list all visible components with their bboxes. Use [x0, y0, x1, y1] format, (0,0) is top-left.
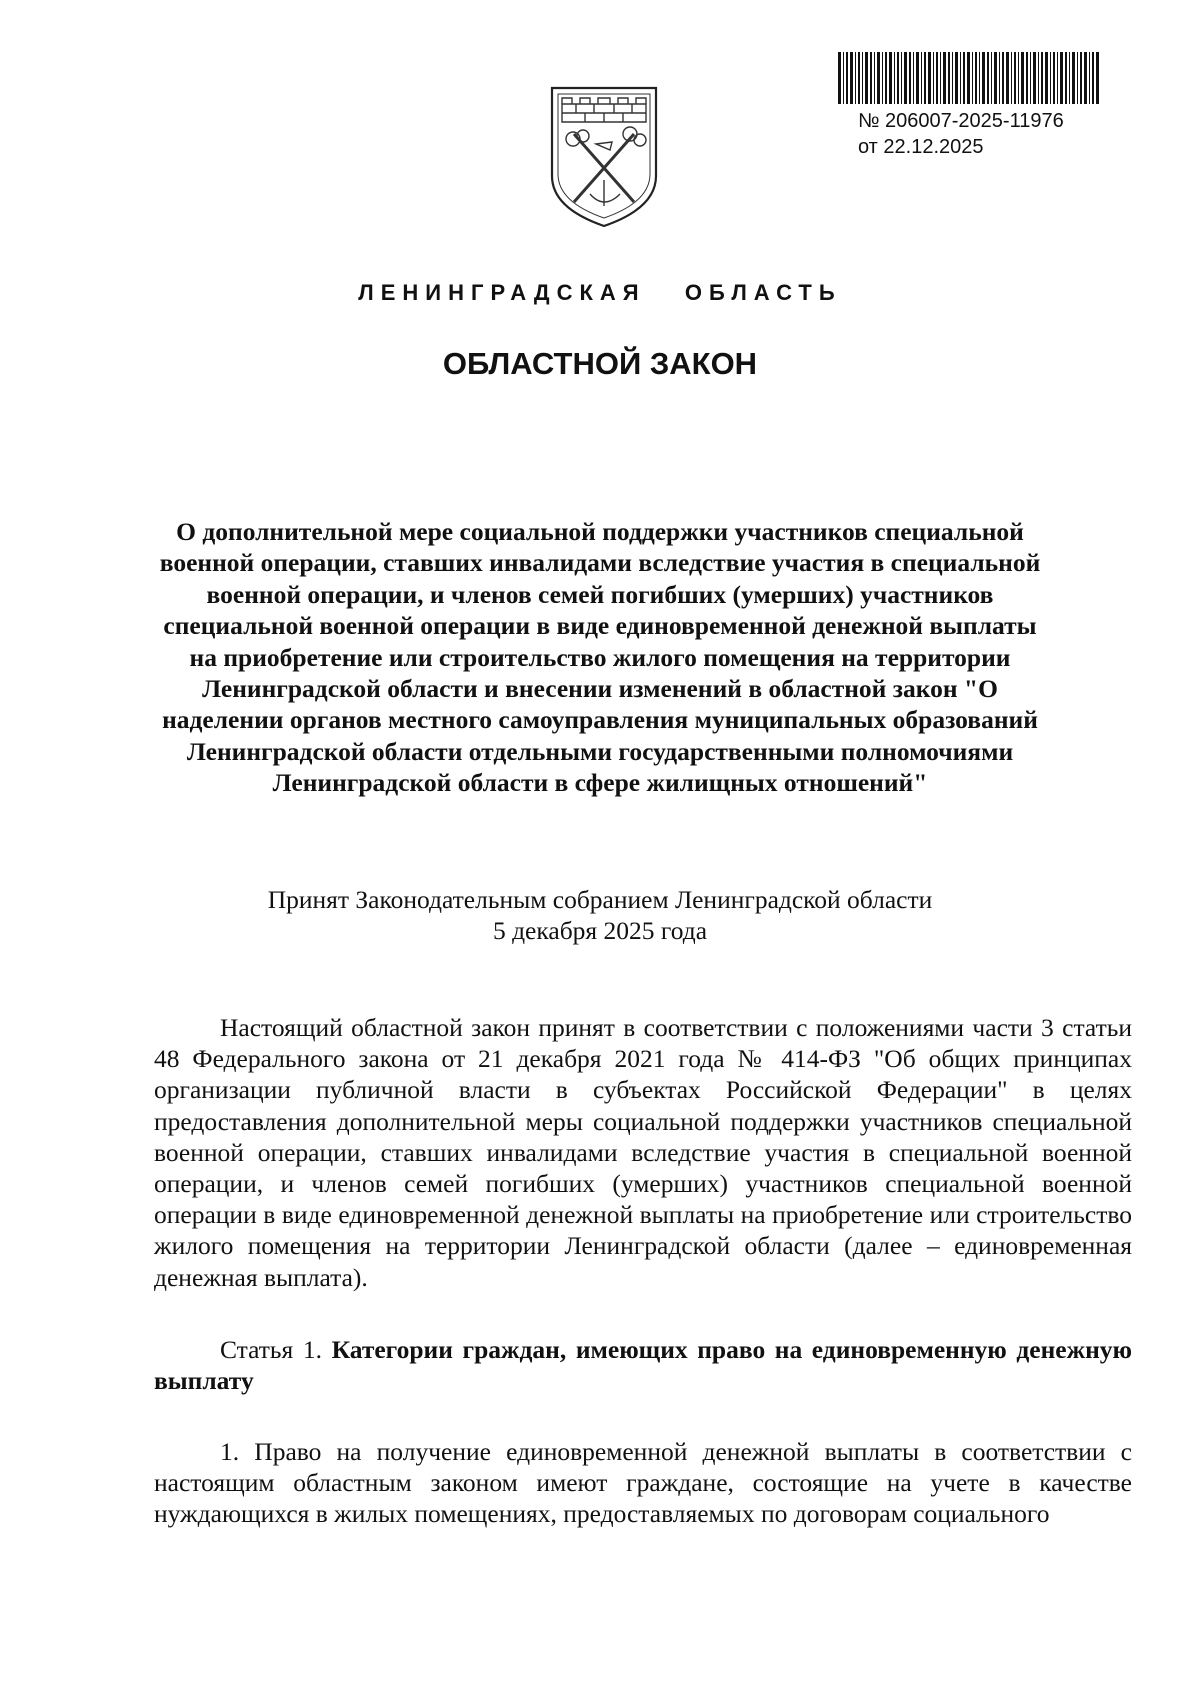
adoption-date: 5 декабря 2025 года [492, 916, 708, 945]
article-1-heading [154, 1334, 1132, 1396]
registration-number: № 206007-2025-11976 [858, 110, 1064, 132]
article-1-paragraph-1: 1. Право на получение единовременной денежной выплаты в соответствии с настоящим областным законом имеют граждане, состоящие на учете в качестве нуждающихся в жилых помещениях, предоставляемых по договорам социального [154, 1437, 1132, 1529]
registration-date: от 22.12.2025 [858, 136, 984, 158]
preamble-paragraph: Настоящий областной закон принят в соответствии с положениями части 3 статьи 48 Федерального закона от 21 декабря 2021 года № 414-ФЗ "Об общих принципах организации публичной власти в субъектах Российской Федерации" в целях предоставления дополнительной меры социальной поддержки участников специальной военной операции, ставших инвалидами вследствие участия в специальной военной операции, и членов семей погибших (умерших) участников специальной военной операции в виде единовременной денежной выплаты на приобретение или строительство жилого помещения на территории Ленинградской области (далее – единовременная денежная выплата). [154, 1013, 1132, 1292]
coat-of-arms-emblem [548, 84, 660, 230]
law-title: О дополнительной мере социальной поддержки участников специальной военной операции, ставших инвалидами вследствие участия в специальной военной операции, и членов семей погибших (умерших) участников специальной военной операции в виде единовременной денежной выплаты на приобретение или строительство жилого помещения на территории Ленинградской области и внесении изменений в областной закон "О наделении органов местного самоуправления муниципальных образований Ленинградской области отдельными государственными полномочиями Ленинградской области в сфере жилищных отношений" [159, 517, 1041, 798]
region-heading: ЛЕНИНГРАДСКАЯ ОБЛАСТЬ [358, 280, 842, 305]
article-title: Категории граждан, имеющих право на единовременную денежную выплату [154, 1335, 1132, 1396]
registration-block [858, 108, 1064, 160]
law-type-heading: ОБЛАСТНОЙ ЗАКОН [442, 346, 758, 381]
adoption-body: Принят Законодательным собранием Ленинградской области [267, 885, 933, 914]
article-label: Статья 1. [220, 1335, 322, 1364]
adoption-note [150, 884, 1050, 946]
barcode [838, 52, 1100, 104]
